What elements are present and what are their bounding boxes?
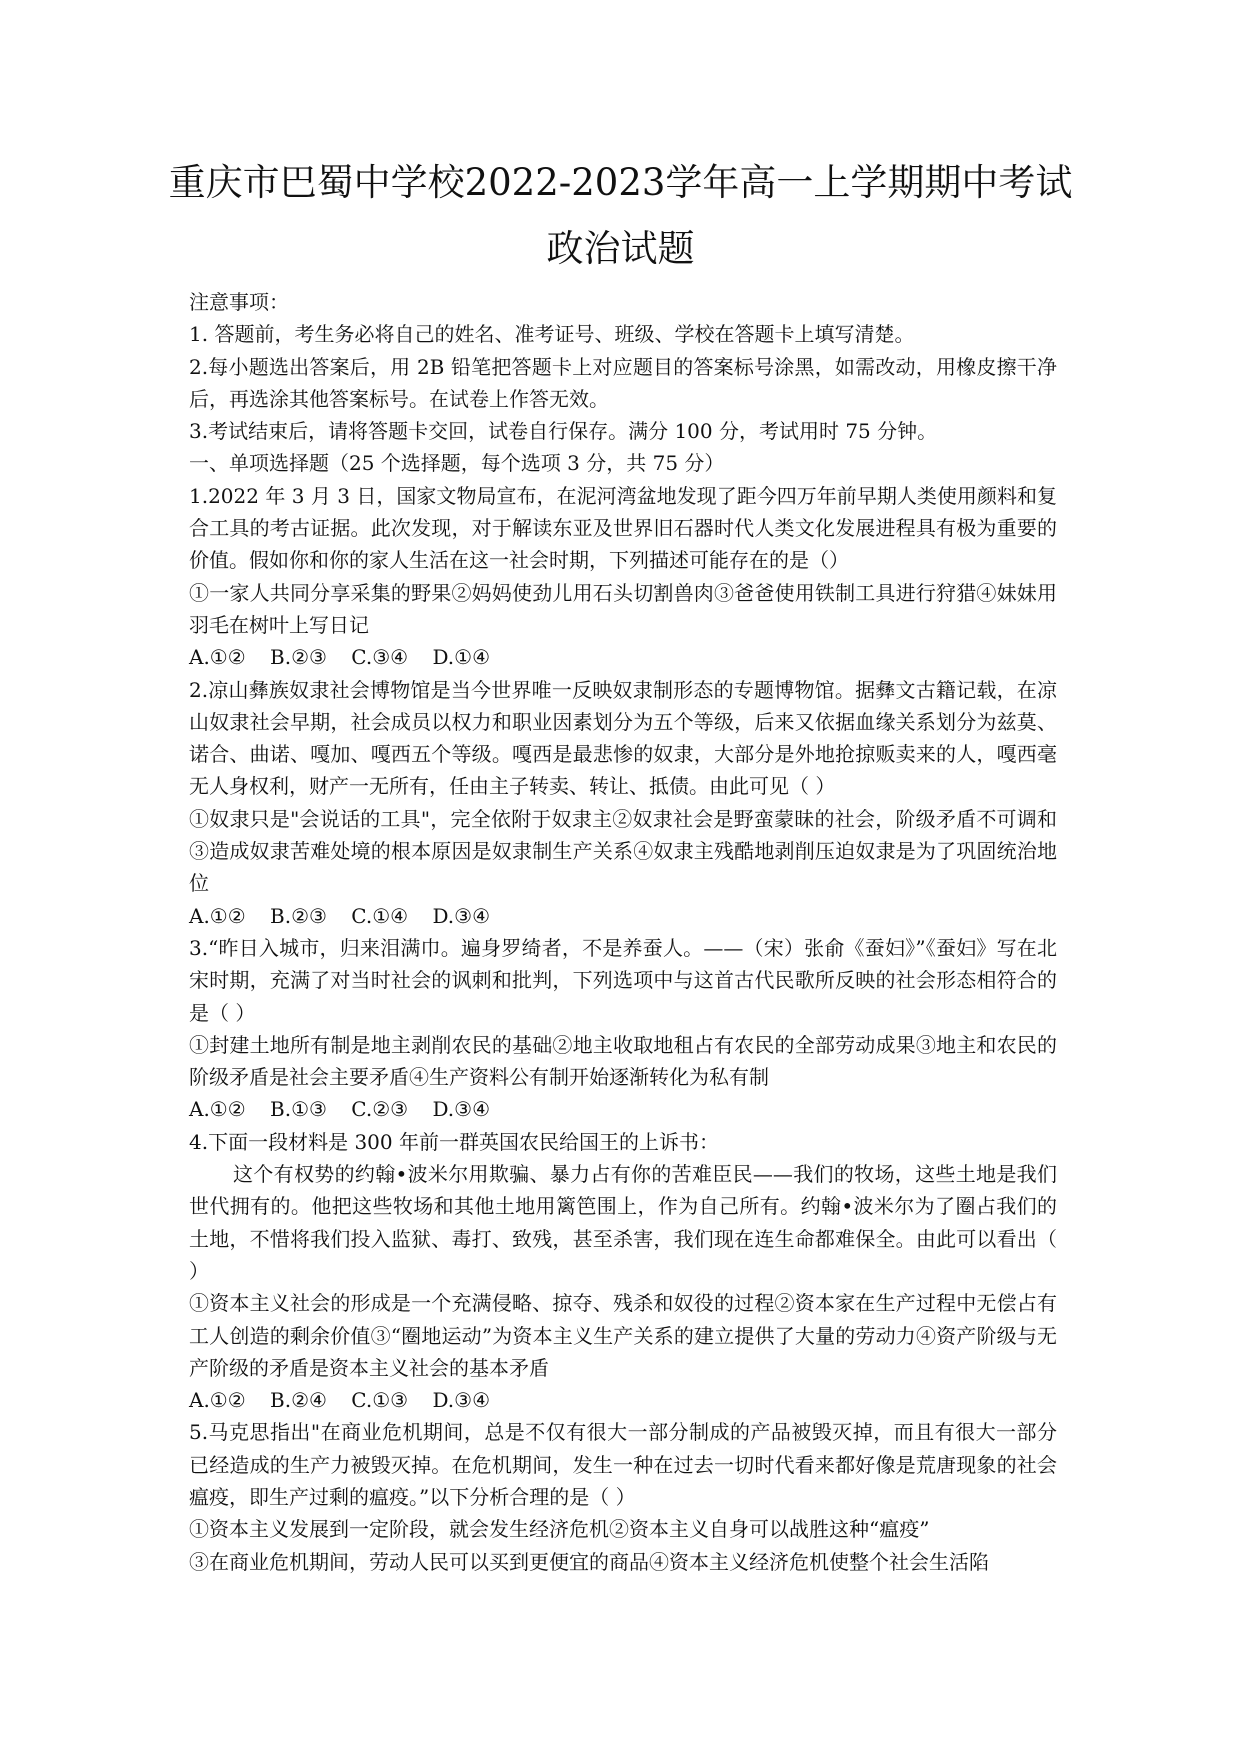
question-4-options: A.①② B.②④ C.①③ D.③④: [189, 1388, 490, 1413]
note-item-2: 2.每小题选出答案后，用 2B 铅笔把答题卡上对应题目的答案标号涂黑，如需改动，用橡皮擦干净后，再选涂其他答案标号。在试卷上作答无效。: [189, 354, 1057, 411]
question-3-stem: 3.“昨日入城市，归来泪满巾。遍身罗绮者，不是养蚕人。——（宋）张俞《蚕妇》”《蚕妇》写在北宋时期，充满了对当时社会的讽刺和批判，下列选项中与这首古代民歌所反映的社会形态相符合的是（ ）: [189, 935, 1057, 1025]
question-1-stem: 1.2022 年 3 月 3 日，国家文物局宣布，在泥河湾盆地发现了距今四万年前早期人类使用颜料和复合工具的考古证据。此次发现，对于解读东亚及世界旧石器时代人类文化发展进程具有极为重要的价值。假如你和你的家人生活在这一社会时期，下列描述可能存在的是（）: [189, 483, 1057, 573]
question-4-material: 这个有权势的约翰•波米尔用欺骗、暴力占有你的苦难臣民——我们的牧场，这些土地是我们世代拥有的。他把这些牧场和其他土地用篱笆围上，作为自己所有。约翰•波米尔为了圈占我们的土地，不惜将我们投入监狱、毒打、致残，甚至杀害，我们现在连生命都难保全。由此可以看出（ ）: [189, 1162, 1057, 1283]
question-3-options: A.①② B.①③ C.②③ D.③④: [189, 1097, 490, 1122]
question-5-statements-line-2: ③在商业危机期间，劳动人民可以买到更便宜的商品④资本主义经济危机使整个社会生活陷: [189, 1549, 989, 1574]
question-1-statements: ①一家人共同分享采集的野果②妈妈使劲儿用石头切割兽肉③爸爸使用铁制工具进行狩猎④妹妹用羽毛在树叶上写日记: [189, 580, 1057, 637]
question-2-options: A.①② B.②③ C.①④ D.③④: [189, 903, 490, 928]
question-4-statements: ①资本主义社会的形成是一个充满侵略、掠夺、残杀和奴役的过程②资本家在生产过程中无偿占有工人创造的剩余价值③“圈地运动”为资本主义生产关系的建立提供了大量的劳动力④资产阶级与无产阶级的矛盾是资本主义社会的基本矛盾: [189, 1291, 1057, 1380]
question-5-stem: 5.马克思指出"在商业危机期间，总是不仅有很大一部分制成的产品被毁灭掉，而且有很大一部分已经造成的生产力被毁灭掉。在危机期间，发生一种在过去一切时代看来都好像是荒唐现象的社会瘟疫，即生产过剩的瘟疫。”以下分析合理的是（ ）: [189, 1420, 1057, 1509]
question-2-statements: ①奴隶只是"会说话的工具"，完全依附于奴隶主②奴隶社会是野蛮蒙昧的社会，阶级矛盾不可调和③造成奴隶苦难处境的根本原因是奴隶制生产关系④奴隶主残酷地剥削压迫奴隶是为了巩固统治地位: [189, 806, 1057, 896]
question-1-options: A.①② B.②③ C.③④ D.①④: [189, 645, 490, 670]
note-item-3: 3.考试结束后，请将答题卡交回，试卷自行保存。满分 100 分，考试用时 75 分钟。: [189, 419, 938, 444]
page-subtitle: 政治试题: [546, 227, 695, 270]
section-heading: 一、单项选择题（25 个选择题，每个选项 3 分，共 75 分）: [189, 451, 725, 476]
question-2-stem: 2.凉山彝族奴隶社会博物馆是当今世界唯一反映奴隶制形态的专题博物馆。据彝文古籍记载，在凉山奴隶社会早期，社会成员以权力和职业因素划分为五个等级，后来又依据血缘关系划分为兹莫、诺合、曲诺、嘎加、嘎西五个等级。嘎西是最悲惨的奴隶，大部分是外地抢掠贩卖来的人，嘎西毫无人身权利，财产一无所有，任由主子转卖、转让、抵债。由此可见（ ）: [189, 677, 1057, 799]
exam-content: [189, 286, 1057, 1578]
page-title: 重庆市巴蜀中学校2022-2023学年高一上学期期中考试: [168, 161, 1073, 204]
note-item-1: 1. 答题前，考生务必将自己的姓名、准考证号、班级、学校在答题卡上填写清楚。: [189, 322, 915, 347]
notes-heading: 注意事项：: [189, 290, 289, 314]
question-5-statements-line-1: ①资本主义发展到一定阶段，就会发生经济危机②资本主义自身可以战胜这种“瘟疫”: [189, 1517, 930, 1542]
question-4-stem: 4.下面一段材料是 300 年前一群英国农民给国王的上诉书：: [189, 1129, 719, 1154]
question-3-statements: ①封建土地所有制是地主剥削农民的基础②地主收取地租占有农民的全部劳动成果③地主和农民的阶级矛盾是社会主要矛盾④生产资料公有制开始逐渐转化为私有制: [189, 1032, 1057, 1090]
